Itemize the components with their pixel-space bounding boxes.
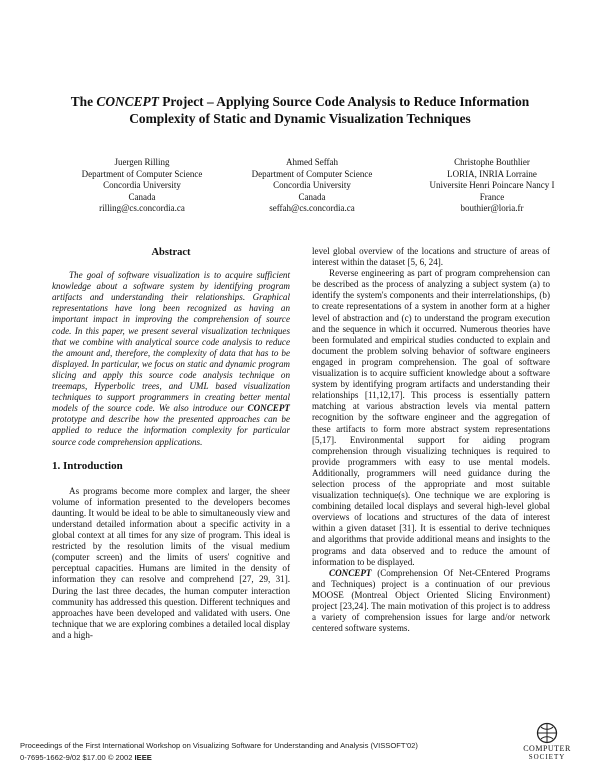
author-name: Christophe Bouthlier: [454, 157, 530, 167]
proceedings-line: Proceedings of the First International Workshop on Visualizing Software for Understanding and Analysis (VISSOFT'02): [20, 741, 418, 750]
computer-society-emblem-icon: [536, 722, 558, 744]
abstract-concept-name: CONCEPT: [247, 403, 290, 414]
intro-paragraph-3: CONCEPT (Comprehension Of Net-CEntered Programs and Techniques) project is a continuation of our previous MOOSE (Montreal Object Oriented Slicing Environment) project [23,24]. The main motivation of this project is to address a variety of comprehension issues for large and/or network centered software systems.: [312, 567, 550, 634]
author-department: Department of Computer Science: [251, 168, 373, 179]
author-organization: Concordia University: [273, 180, 351, 191]
author-country: Canada: [298, 191, 326, 202]
author-organization: Universite Henri Poincare Nancy I: [429, 180, 555, 191]
section-heading-introduction: 1. Introduction: [52, 459, 123, 472]
author-email: rilling@cs.concordia.ca: [99, 203, 185, 214]
abstract-body: The goal of software visualization is to acquire sufficient knowledge about a software system by identifying program artifacts and understanding their relationships. Graphical representations have long been recognized as having an important impact in improving the comprehension of source code. In this paper, we present several visualization techniques that we combine with analytical source code analysis to reduce the amount and, therefore, the complexity of data that has to be displayed. In particular, we focus on static and dynamic program slicing and apply this source code analysis technique on treemaps, Hyperbolic trees, and UML based visualization techniques to support programmers in creating better mental models of the source code. We also introduce our CONCEPT prototype and describe how the presented approaches can be applied to reduce the information complexity for particular source code comprehension applications.: [52, 270, 290, 447]
left-column: [52, 245, 290, 641]
logo-text-computer: COMPUTER: [523, 744, 571, 753]
right-column: [312, 246, 550, 634]
author-email: bouthier@loria.fr: [460, 203, 524, 214]
abstract-heading: Abstract: [151, 247, 191, 258]
concept-acronym: (Comprehension Of Net-CEntered Programs and Techniques): [312, 567, 550, 589]
ieee-label: IEEE: [134, 753, 152, 762]
page-footer: [20, 740, 418, 764]
author-department: LORIA, INRIA Lorraine: [447, 168, 537, 179]
author-country: France: [479, 191, 505, 202]
author-email: seffah@cs.concordia.ca: [269, 203, 355, 214]
author-department: Department of Computer Science: [81, 168, 203, 179]
author-country: Canada: [128, 191, 156, 202]
author-block: [402, 157, 582, 215]
title-rest: Project – Applying Source Code Analysis to Reduce Information Complexity of Static and Dynamic Visualization Techniques: [129, 94, 530, 126]
intro-paragraph-1-continued: level global overview of the locations and structure of areas of interest within the dataset [5, 6, 24].: [312, 246, 550, 268]
concept-name: CONCEPT: [329, 567, 372, 578]
logo-text-society: SOCIETY: [528, 753, 566, 761]
title-project-name: CONCEPT: [96, 94, 159, 109]
intro-paragraph-1: As programs become more complex and larger, the sheer volume of information presented to the developers becomes daunting. It would be ideal to be able to simultaneously view and understand detailed information about a specific activity in a global context at all times for any size of program. This ideal is restricted by the resolution limits of the visual medium (computer screen) and the limits of users' cognitive and perceptual capacities. Humans are limited in the density of information they can resolve and comprehend [27, 29, 31]. During the last three decades, the human computer interaction community has addressed this question. Different techniques and approaches have been developed and validated with users. One technique that we are exploring combines a detailed local display and a high-: [52, 485, 290, 640]
author-name: Juergen Rilling: [114, 157, 170, 167]
author-organization: Concordia University: [103, 180, 181, 191]
computer-society-logo: [512, 722, 582, 761]
author-block: [232, 157, 392, 215]
isbn-line: 0-7695-1662-9/02 $17.00 © 2002 IEEE: [20, 753, 152, 762]
intro-paragraph-2: Reverse engineering as part of program comprehension can be described as the process of analyzing a subject system (a) to identify the system's components and their interrelationships, (b) to create representations of a system in another form at a higher level of abstraction and (c) to understand the program execution and the sequence in which it occurred. Numerous theories have been formulated and empirical studies conducted to explain and document the problem solving behavior of software engineers engaged in program comprehension. The goal of software visualization is to acquire sufficient knowledge about a software system by identifying program artifacts and understanding their relationships [11,12,17]. This process is essentially pattern matching at various abstraction levels via mental pattern recognition by the software engineer and the aggregation of these artifacts to form more abstract system representations [5,17]. Environmental support for aiding program comprehension through visualizing techniques is required to provide programmers with easy to use mental models. Additionally, programmers will need guidance during the selection process of the appropriate and most suitable visualization technique(s). One technique we are exploring is combining detailed local displays and several high-level global overviews of locations and structures of the data of interest within a given dataset [31]. It is essential to derive techniques and algorithms that provide additional means and insights to the programs and data observed and to reduce the amount of information to be displayed.: [312, 268, 550, 567]
paper-title: [40, 93, 560, 127]
author-block: [62, 157, 222, 215]
title-prefix: The: [70, 94, 97, 109]
author-name: Ahmed Seffah: [285, 157, 339, 167]
